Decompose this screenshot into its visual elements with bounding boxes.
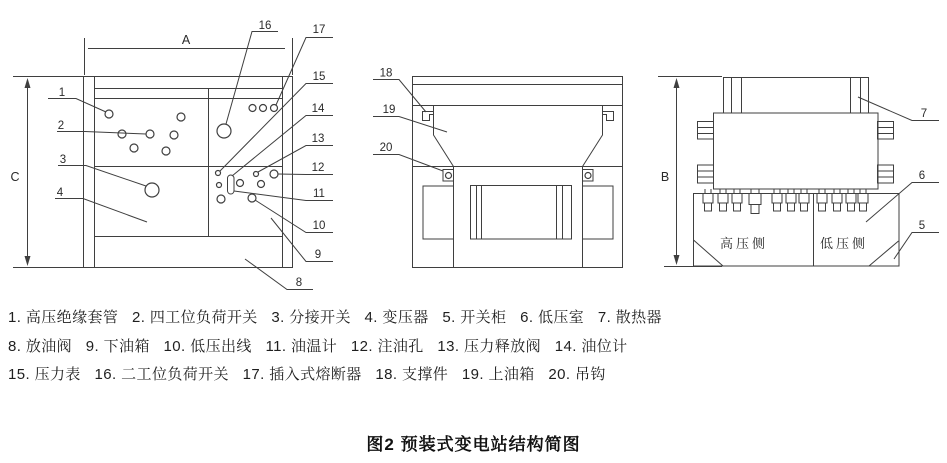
callout-6 [866, 170, 939, 222]
svg-text:20: 20 [379, 142, 393, 154]
callout-8 [245, 259, 313, 290]
svg-text:16: 16 [258, 20, 272, 32]
upper-oil-tank-outline [434, 106, 603, 167]
oil-level-gauge-pill [228, 175, 235, 194]
gauge-cluster [216, 170, 279, 203]
dimension-b-label: B [660, 170, 670, 184]
svg-text:9: 9 [314, 249, 322, 261]
svg-text:14: 14 [311, 103, 325, 115]
callout-4 [55, 187, 147, 222]
legend-row-3: 15. 压力表 16. 二工位负荷开关 17. 插入式熔断器 18. 支撑件 19. 上油箱 20. 吊钩 [8, 366, 606, 383]
svg-text:1: 1 [58, 87, 66, 99]
svg-text:10: 10 [312, 220, 326, 232]
dimension-a-label: A [181, 33, 191, 47]
two-position-switch-circle [217, 124, 231, 138]
lv-outlet-circle [248, 194, 256, 202]
svg-text:12: 12 [311, 162, 325, 174]
svg-text:17: 17 [312, 24, 326, 36]
pressure-release-valve-circle [254, 172, 259, 177]
top-view-diagram [658, 77, 939, 267]
svg-text:13: 13 [311, 133, 325, 145]
svg-text:6: 6 [918, 170, 926, 182]
hv-side-label: 高压侧 [719, 236, 769, 251]
legend-row-2: 8. 放油阀 9. 下油箱 10. 低压出线 11. 油温计 12. 注油孔 13. 压力释放阀 14. 油位计 [8, 338, 628, 355]
svg-text:3: 3 [59, 154, 67, 166]
svg-text:8: 8 [295, 277, 303, 289]
side-view-diagram [373, 68, 623, 268]
transformer-top-body [698, 113, 894, 189]
svg-text:4: 4 [56, 187, 64, 199]
pressure-gauge-circle [216, 171, 221, 176]
bushing-connectors [703, 189, 868, 214]
oil-fill-hole-circle [270, 170, 278, 178]
radiator [724, 78, 869, 114]
svg-text:15: 15 [312, 71, 326, 83]
callout-2 [57, 120, 146, 134]
callout-1 [48, 87, 106, 112]
callout-20 [373, 142, 443, 171]
callout-7 [858, 97, 939, 121]
callout-17 [276, 24, 333, 105]
figure-caption: 图2 预装式变电站结构简图 [366, 435, 581, 454]
svg-text:19: 19 [382, 104, 396, 116]
front-view-diagram [10, 20, 333, 290]
lv-side-label: 低压侧 [819, 236, 869, 251]
svg-text:11: 11 [313, 188, 325, 200]
lifting-hooks [443, 170, 593, 182]
dimension-a [85, 33, 293, 75]
svg-text:5: 5 [918, 220, 926, 232]
transformer-side-body [471, 186, 572, 240]
callout-3 [58, 154, 146, 186]
dimension-c-label: C [10, 170, 20, 184]
callout-5 [894, 220, 939, 259]
callout-12 [278, 162, 333, 175]
support-brackets [423, 112, 614, 121]
lower-cabinet [694, 194, 900, 267]
side-cabinet-left [423, 186, 454, 239]
dimension-c [10, 77, 83, 268]
switch-operating-holes [105, 105, 278, 198]
legend-row-1: 1. 高压绝缘套管 2. 四工位负荷开关 3. 分接开关 4. 变压器 5. 开关柜 6. 低压室 7. 散热器 [8, 309, 662, 326]
tap-changer-circle [145, 183, 159, 197]
svg-text:18: 18 [379, 67, 393, 80]
callout-10 [255, 200, 333, 233]
callout-11 [234, 188, 333, 201]
callout-19 [373, 104, 447, 132]
side-cabinet-right [583, 186, 614, 239]
svg-text:2: 2 [57, 120, 65, 132]
svg-text:7: 7 [920, 108, 928, 120]
fuse-circle [271, 105, 278, 112]
